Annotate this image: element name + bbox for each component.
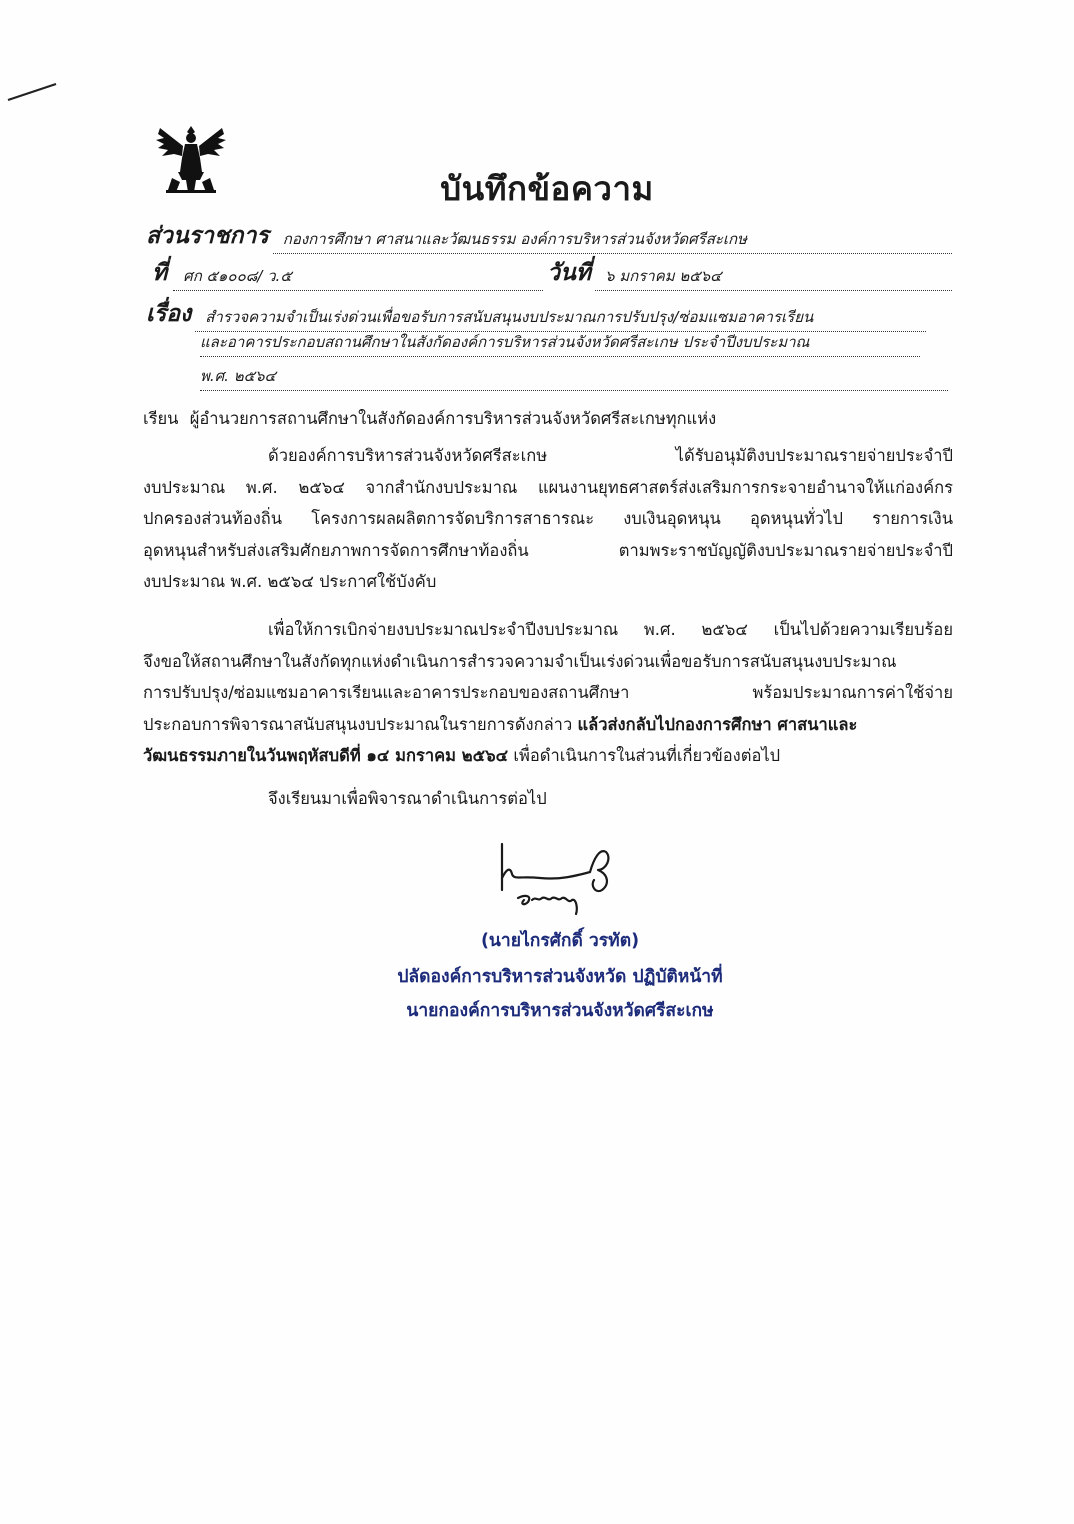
paragraph-line [143, 709, 953, 741]
paragraph-line: งบประมาณ พ.ศ. ๒๕๖๔ จากสำนักงบประมาณ แผนงานยุทธศาสตร์ส่งเสริมการกระจายอำนาจให้แก่องค์กร [143, 477, 953, 497]
signer-position-1: ปลัดองค์การบริหารส่วนจังหวัด ปฏิบัติหน้าที่ [397, 967, 723, 987]
subject-row-2 [200, 330, 920, 357]
subject-row-3 [200, 364, 948, 391]
paragraph-text: เพื่อดำเนินการในส่วนที่เกี่ยวข้องต่อไป [508, 746, 781, 765]
scan-mark [6, 80, 58, 104]
paragraph-line [143, 740, 953, 772]
memo-title: บันทึกข้อความ [440, 169, 654, 208]
paragraph-line: จึงขอให้สถานศึกษาในสังกัดทุกแห่งดำเนินการสำรวจความจำเป็นเร่งด่วนเพื่อขอรับการสนับสนุนงบประมาณ [143, 651, 897, 671]
paragraph-line: การปรับปรุง/ซ่อมแซมอาคารเรียนและอาคารประกอบของสถานศึกษา พร้อมประมาณการค่าใช้จ่าย [143, 683, 953, 702]
subject-row [146, 296, 926, 332]
paragraph-1 [143, 440, 953, 598]
subject-line: พ.ศ. ๒๕๖๔ [200, 364, 948, 391]
closing-line [268, 783, 868, 815]
paragraph-text: ประกอบการพิจารณาสนับสนุนงบประมาณในรายการดังกล่าว [143, 714, 578, 734]
reference-label: ที่ [152, 260, 168, 286]
deadline-text: แล้วส่งกลับไปกองการศึกษา ศาสนาและ [577, 714, 858, 734]
salutation-value: ผู้อำนวยการสถานศึกษาในสังกัดองค์การบริหารส่วนจังหวัดศรีสะเกษทุกแห่ง [189, 409, 717, 428]
paragraph-line: เพื่อให้การเบิกจ่ายงบประมาณประจำปีงบประมาณ พ.ศ. ๒๕๖๔ เป็นไปด้วยความเรียบร้อย [268, 620, 953, 639]
subject-line: และอาคารประกอบสถานศึกษาในสังกัดองค์การบริหารส่วนจังหวัดศรีสะเกษ ประจำปีงบประมาณ [200, 330, 920, 357]
department-label: ส่วนราชการ [146, 223, 269, 249]
reference-value: ศก ๕๑๐๐๘/ ว.๕ [173, 264, 543, 291]
salutation [143, 403, 953, 435]
date-label: วันที่ [547, 260, 591, 286]
date-value: ๖ มกราคม ๒๕๖๔ [595, 264, 952, 291]
subject-label: เรื่อง [146, 301, 192, 327]
handwritten-signature [440, 840, 680, 940]
closing-text: จึงเรียนมาเพื่อพิจารณาดำเนินการต่อไป [268, 789, 547, 808]
salutation-label: เรียน [143, 409, 179, 428]
deadline-text: วัฒนธรรมภายในวันพฤหัสบดีที่ ๑๔ มกราคม ๒๕๖๔ [143, 746, 509, 765]
department-row [146, 218, 952, 254]
subject-line: สำรวจความจำเป็นเร่งด่วนเพื่อขอรับการสนับสนุนงบประมาณการปรับปรุง/ซ่อมแซมอาคารเรียน [195, 305, 926, 332]
paragraph-line: อุดหนุนสำหรับส่งเสริมศักยภาพการจัดการศึกษาท้องถิ่น ตามพระราชบัญญัติงบประมาณรายจ่ายประจำปี [143, 540, 953, 560]
paragraph-line: ด้วยองค์การบริหารส่วนจังหวัดศรีสะเกษ ได้รับอนุมัติงบประมาณรายจ่ายประจำปี [268, 446, 953, 465]
reference-date-row [152, 255, 952, 291]
signer-name: (นายไกรศักดิ์ วรทัต) [480, 931, 640, 951]
paragraph-line: งบประมาณ พ.ศ. ๒๕๖๔ ประกาศใช้บังคับ [143, 572, 437, 591]
signer-position-2: นายกองค์การบริหารส่วนจังหวัดศรีสะเกษ [406, 1001, 714, 1021]
paragraph-2 [143, 614, 953, 772]
paragraph-line: ปกครองส่วนท้องถิ่น โครงการผลผลิตการจัดบริการสาธารณะ งบเงินอุดหนุน อุดหนุนทั่วไป รายการเงิน [143, 509, 953, 528]
department-value: กองการศึกษา ศาสนาและวัฒนธรรม องค์การบริหารส่วนจังหวัดศรีสะเกษ [273, 227, 952, 254]
